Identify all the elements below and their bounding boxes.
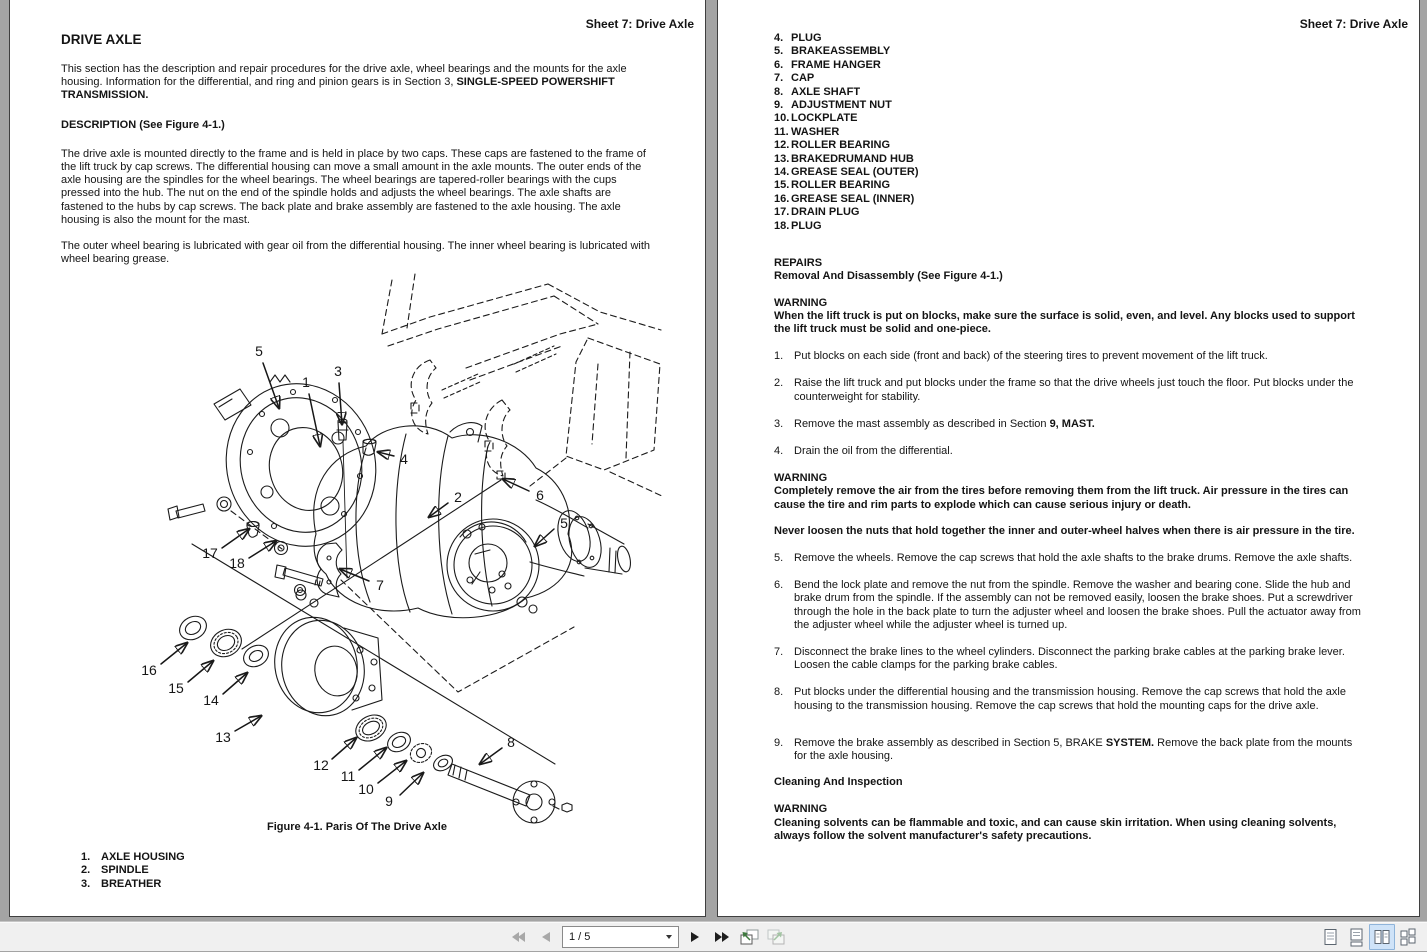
step-number: 8.	[774, 686, 784, 699]
facing-continuous-icon	[1400, 928, 1416, 947]
svg-text:6: 6	[536, 487, 544, 503]
previous-view-icon	[738, 928, 760, 946]
seal-and-bearing-rings	[175, 612, 272, 671]
step-number: 5.	[774, 551, 784, 564]
part-label: WASHER	[791, 125, 840, 138]
part-number: 18.	[774, 219, 790, 232]
previous-page-icon	[540, 931, 552, 943]
svg-text:14: 14	[203, 692, 219, 708]
part-label: GREASE SEAL (INNER)	[791, 192, 915, 205]
step-number: 7.	[774, 645, 784, 658]
intro-paragraph	[61, 63, 651, 103]
procedure-step	[774, 686, 1364, 712]
part-number: 10.	[774, 112, 790, 125]
description-heading: DESCRIPTION (See Figure 4-1.)	[61, 118, 225, 131]
figure-caption: Figure 4-1. Paris Of The Drive Axle	[267, 821, 447, 833]
svg-text:3: 3	[334, 363, 342, 379]
procedure-step	[774, 418, 1364, 431]
part-number: 2.	[81, 864, 91, 877]
step-number: 3.	[774, 417, 784, 430]
part-label: ROLLER BEARING	[791, 139, 890, 152]
step-bold-segment: 9, MAST.	[1049, 417, 1095, 430]
page-1	[9, 0, 706, 917]
parts-list-item	[774, 112, 1364, 125]
part-label: GREASE SEAL (OUTER)	[791, 166, 919, 179]
next-page-icon	[689, 931, 701, 943]
parts-list-item	[774, 139, 1364, 152]
hub-part	[266, 590, 382, 723]
part-label: AXLE HOUSING	[101, 851, 185, 863]
part-number: 13.	[774, 152, 790, 165]
parts-list-item	[774, 206, 1364, 219]
frame-dashed-outline	[382, 274, 662, 496]
svg-text:17: 17	[202, 545, 218, 561]
viewer-toolbar	[0, 921, 1427, 951]
repairs-heading: REPAIRS	[774, 257, 823, 270]
step-text-segment: Disconnect the brake lines to the wheel cylinders. Disconnect the parking brake cables at the parking brake lever. Loosen the cable clamps for the parking brake cables.	[794, 645, 1345, 672]
svg-text:18: 18	[229, 555, 245, 571]
parts-list-item	[774, 59, 1364, 72]
page-indicator: 1 / 5	[569, 931, 591, 943]
part-number: 5.	[774, 45, 784, 58]
page-navigation-group	[508, 922, 787, 952]
frame-link-dashes	[442, 346, 556, 398]
step-text	[794, 646, 1364, 672]
part-number: 11.	[774, 125, 789, 138]
next-page-button[interactable]	[684, 926, 706, 948]
part-number: 1.	[81, 851, 91, 863]
svg-text:8: 8	[507, 734, 515, 750]
step-text	[794, 737, 1364, 763]
step-number: 2.	[774, 377, 784, 390]
procedure-step	[774, 445, 1364, 458]
warning-text: Cleaning solvents can be flammable and toxic, and can cause skin irritation. When using cleaning solvents, always follow the solvent manufacturer's safety precautions.	[774, 816, 1337, 842]
step-text	[794, 418, 1364, 431]
single-page-icon	[1323, 928, 1338, 947]
part-label: BRAKEDRUMAND HUB	[791, 152, 914, 165]
figure-4-1-drive-axle-diagram	[130, 272, 670, 827]
part-label: SPINDLE	[101, 864, 149, 877]
part-label: LOCKPLATE	[791, 112, 858, 125]
step-text	[794, 686, 1364, 712]
svg-text:10: 10	[358, 781, 374, 797]
page-2	[717, 0, 1420, 917]
warning-text: When the lift truck is put on blocks, make sure the surface is solid, even, and level. Any blocks used to support the lift truck must be solid and one-piece.	[774, 309, 1355, 335]
axle-housing	[314, 423, 633, 618]
part-label: BRAKEASSEMBLY	[791, 45, 891, 58]
step-text-segment: Put blocks under the differential housing and the transmission housing. Remove the cap screws that hold the axle housing to the transmission housing. Remove the cap screws that hold the mounting caps for the drive axle.	[794, 686, 1346, 712]
svg-text:1: 1	[302, 374, 310, 390]
step-number: 6.	[774, 579, 784, 592]
parts-list-item	[81, 851, 185, 864]
brake-assembly-left	[205, 364, 396, 566]
facing-pages-icon	[1374, 928, 1390, 947]
parts-list-item	[774, 179, 1364, 192]
first-page-button[interactable]	[508, 926, 530, 948]
part-number: 16.	[774, 192, 790, 205]
part-number: 3.	[81, 877, 91, 890]
svg-text:11: 11	[340, 768, 356, 784]
page-header: Sheet 7: Drive Axle	[585, 17, 694, 31]
chevron-down-icon	[666, 935, 672, 939]
page-number-combo[interactable]	[562, 926, 679, 948]
previous-page-button[interactable]	[535, 926, 557, 948]
svg-text:5: 5	[255, 343, 263, 359]
part-number: 14.	[774, 166, 790, 179]
parts-list-item	[81, 864, 185, 877]
step-text	[794, 552, 1364, 565]
parts-list-item	[774, 32, 1364, 45]
warning-text: Never loosen the nuts that hold together the inner and outer-wheel halves when there is air pressure in the tire.	[774, 524, 1355, 537]
section-title: DRIVE AXLE	[61, 32, 142, 47]
parts-list-item	[774, 45, 1364, 58]
layout-facing-continuous-button[interactable]	[1395, 924, 1421, 950]
step-number: 9.	[774, 736, 784, 749]
part-number: 17.	[774, 206, 790, 219]
svg-text:15: 15	[168, 680, 184, 696]
svg-text:2: 2	[454, 489, 462, 505]
next-view-icon	[765, 928, 787, 946]
layout-facing-button[interactable]	[1369, 924, 1395, 950]
part-label: FRAME HANGER	[791, 58, 881, 71]
first-page-icon	[510, 931, 528, 943]
parts-list-4-18	[774, 32, 1364, 233]
svg-text:13: 13	[215, 729, 231, 745]
part-label: BREATHER	[101, 877, 162, 890]
warning-label: WARNING	[774, 803, 828, 816]
warning-label: WARNING	[774, 472, 828, 485]
continuous-icon	[1349, 928, 1364, 947]
parts-list-item	[81, 878, 185, 891]
page-layout-group	[1317, 924, 1421, 950]
procedure-step	[774, 350, 1364, 363]
step-text	[794, 377, 1364, 403]
procedure-step	[774, 552, 1364, 565]
parts-list-item	[774, 86, 1364, 99]
part-number: 4.	[774, 32, 784, 44]
step-number: 1.	[774, 350, 784, 363]
part-label: DRAIN PLUG	[791, 206, 860, 219]
part-label: ROLLER BEARING	[791, 179, 890, 192]
part-label: PLUG	[791, 32, 822, 44]
warning-label: WARNING	[774, 296, 828, 309]
next-view-button[interactable]	[765, 926, 787, 948]
step-text	[794, 579, 1364, 632]
part-number: 6.	[774, 58, 784, 71]
warning-text: Completely remove the air from the tires before removing them from the lift truck. Air pressure in the tires can cause the tire and rim parts to explode which can cause serious injury or death.	[774, 485, 1349, 511]
previous-view-button[interactable]	[738, 926, 760, 948]
page-header: Sheet 7: Drive Axle	[1299, 17, 1408, 31]
part-number: 12.	[774, 139, 790, 152]
step-number: 4.	[774, 444, 784, 457]
step-text-segment: Drain the oil from the differential.	[794, 444, 953, 457]
last-page-button[interactable]	[711, 926, 733, 948]
part-number: 8.	[774, 85, 784, 98]
parts-list-item	[774, 72, 1364, 85]
procedure-step	[774, 377, 1364, 403]
step-text-segment: Remove the brake assembly as described in Section 5, BRAKE	[794, 736, 1106, 749]
parts-list-item	[774, 126, 1364, 139]
procedure-step	[774, 646, 1364, 672]
removal-heading: Removal And Disassembly (See Figure 4-1.)	[774, 270, 1003, 283]
step-text	[794, 445, 1364, 458]
svg-text:4: 4	[400, 451, 408, 467]
step-bold-segment: SYSTEM.	[1105, 736, 1155, 749]
svg-text:9: 9	[385, 793, 393, 809]
parts-list-1-3	[81, 851, 185, 891]
description-paragraph-2: The outer wheel bearing is lubricated with gear oil from the differential housing. The inner wheel bearing is lubricated with wheel bearing grease.	[61, 240, 651, 266]
part-number: 9.	[774, 99, 784, 112]
cleaning-heading: Cleaning And Inspection	[774, 776, 903, 789]
part-number: 15.	[774, 179, 790, 192]
part-label: AXLE SHAFT	[791, 85, 861, 98]
svg-text:5: 5	[560, 515, 568, 531]
procedure-step	[774, 737, 1364, 763]
parts-list-item	[774, 220, 1364, 233]
part-number: 7.	[774, 72, 784, 85]
intro-bold-text: SINGLE-SPEED POWERSHIFT TRANSMISSION.	[61, 76, 615, 102]
part-label: ADJUSTMENT NUT	[791, 99, 892, 112]
step-text	[794, 350, 1364, 363]
svg-text:16: 16	[141, 662, 157, 678]
step-text-segment: Bend the lock plate and remove the nut from the spindle. Remove the washer and bearing cone. Slide the hub and brake drum from the spindle. If the assembly can not be removed easily, loosen the brake shoes. Put a screwdriver through the hole in the back plate to turn the adjuster wheel and loosen the brake shoes. Pull the actuator away from the adjuster wheel while the adjuster wheel is turned up.	[794, 579, 1361, 631]
brake-drum-right	[447, 519, 539, 613]
description-paragraph-1: The drive axle is mounted directly to the frame and is held in place by two caps. These caps are fastened to the frame of the lift truck by cap screws. The differential housing can move a small amount in the axle mounts. The outer ends of the axle housing are the spindles for the wheel bearings. The wheel bearings are tapered-roller bearings with the cups pressed into the hub. The nut on the end of the spindle holds and adjusts the wheel bearings. The axle shafts are fastened to the hubs by cap screws. The back plate and brake assembly are fastened to the axle housing. The axle housing is also the mount for the mast.	[61, 147, 646, 226]
procedure-step	[774, 579, 1364, 632]
parts-list-item	[774, 99, 1364, 112]
step-text-segment: Remove the back plate from the mounts for the axle housing.	[794, 736, 1353, 762]
svg-text:12: 12	[313, 757, 329, 773]
intro-text: This section has the description and repair procedures for the drive axle, wheel bearings and the mounts for the axle housing. Information for the differential, and ring and pinion gears is in Section 3,	[61, 63, 627, 89]
step-text-segment: Remove the wheels. Remove the cap screws that hold the axle shafts to the brake drums. Remove the axle shafts.	[794, 551, 1353, 564]
parts-list-item	[774, 166, 1364, 179]
parts-list-item	[774, 153, 1364, 166]
step-text-segment: Put blocks on each side (front and back) of the steering tires to prevent movement of the lift truck.	[794, 350, 1268, 363]
step-text-segment: Remove the mast assembly as described in Section	[794, 417, 1050, 430]
last-page-icon	[713, 931, 731, 943]
parts-list-item	[774, 193, 1364, 206]
layout-single-page-button[interactable]	[1317, 924, 1343, 950]
axle-shaft-part	[448, 764, 572, 823]
part-label: PLUG	[791, 219, 822, 232]
svg-text:7: 7	[376, 577, 384, 593]
part-label: CAP	[791, 72, 815, 85]
step-text-segment: Raise the lift truck and put blocks under the frame so that the drive wheels just touch the floor. Put blocks under the counterweight for stability.	[794, 377, 1354, 403]
layout-continuous-button[interactable]	[1343, 924, 1369, 950]
